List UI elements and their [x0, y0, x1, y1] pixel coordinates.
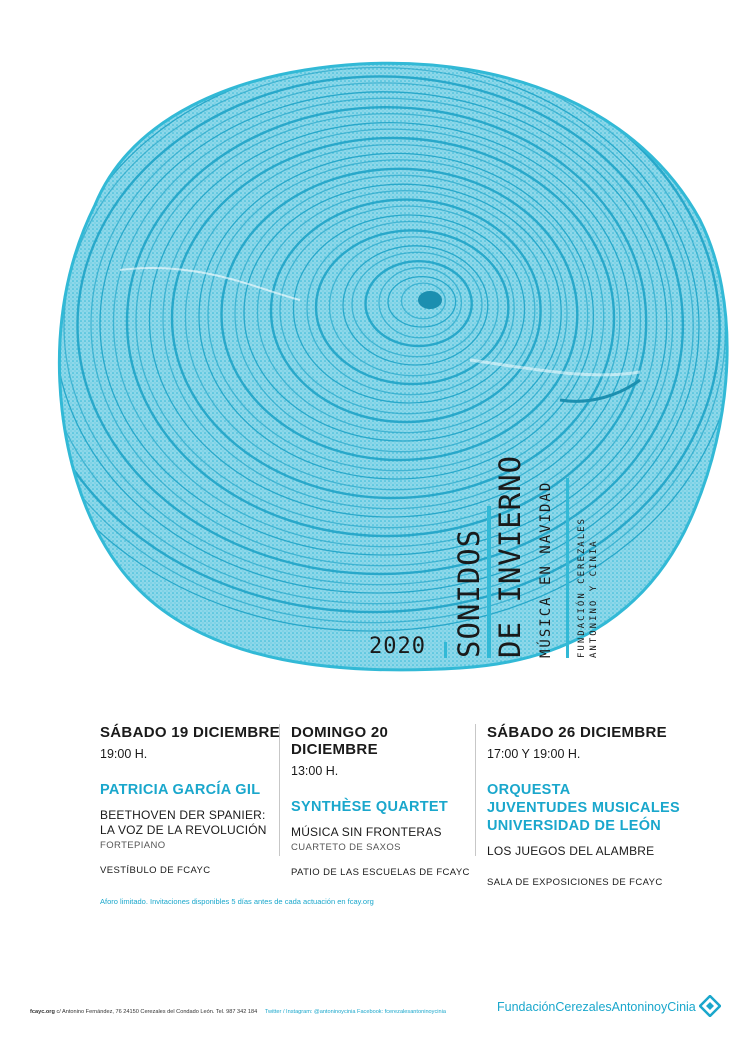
logo-part: y [661, 1000, 668, 1014]
logo-part: Cinia [667, 1000, 696, 1014]
event-performer [291, 798, 476, 816]
logo-part: Cerezales [555, 1000, 612, 1014]
event-date: SÁBADO 19 DICIEMBRE [100, 724, 280, 741]
subtitle: MÚSICA EN NAVIDAD [538, 480, 554, 658]
event-column-3 [487, 724, 717, 888]
event-column-2 [291, 724, 476, 878]
performer-line: SYNTHÈSE QUARTET [291, 799, 449, 815]
footer-social[interactable]: Twitter / Instagram: @antoninoycinia Facebook: fcerezalesantoninoycinia [264, 1009, 446, 1015]
program-line: LOS JUEGOS DEL ALAMBRE [487, 844, 655, 858]
event-date: SÁBADO 26 DICIEMBRE [487, 724, 667, 741]
event-performer [100, 781, 285, 799]
foundation-line-2: ANTONINO Y CINIA [589, 539, 599, 658]
event-column-1 [100, 724, 285, 876]
program-line: LA VOZ DE LA REVOLUCIÓN [100, 823, 267, 837]
foundation-logo-wordmark [497, 1000, 696, 1014]
logo-part: Fundación [497, 1000, 556, 1014]
event-program [487, 844, 717, 859]
performer-line: UNIVERSIDAD DE LEÓN [487, 818, 662, 834]
event-detail: FORTEPIANO [100, 840, 166, 851]
footer-address: c/ Antonino Fernández, 76 24150 Cerezales del Condado León. Tel. 987 342 184 [56, 1009, 258, 1015]
title-line-2: DE INVIERNO [493, 454, 527, 658]
title-accent-bar-3 [566, 478, 569, 658]
footer-contact [30, 1009, 446, 1015]
footer-site[interactable]: fcayc.org [30, 1009, 55, 1015]
logo-part: Antonino [611, 1000, 662, 1014]
title-line-1: SONIDOS [452, 528, 486, 658]
foundation-diamond-logo-icon [699, 995, 721, 1017]
performer-line: JUVENTUDES MUSICALES [487, 800, 680, 816]
event-venue: SALA DE EXPOSICIONES DE FCAYC [487, 877, 663, 888]
event-venue: VESTÍBULO DE FCAYC [100, 865, 211, 876]
event-detail: CUARTETO DE SAXOS [291, 842, 401, 853]
availability-notice: Aforo limitado. Invitaciones disponibles 5 días antes de cada actuación en fcay.org [100, 897, 374, 906]
year-label: 2020 [369, 634, 426, 659]
event-time: 17:00 Y 19:00 H. [487, 747, 581, 761]
performer-line: PATRICIA GARCÍA GIL [100, 782, 261, 798]
event-time: 13:00 H. [291, 764, 339, 778]
event-time: 19:00 H. [100, 747, 148, 761]
foundation-line-1: FUNDACIÓN CEREZALES [577, 517, 587, 658]
title-accent-bar-1 [444, 642, 447, 658]
event-program [291, 825, 476, 840]
program-line: MÚSICA SIN FRONTERAS [291, 825, 442, 839]
event-program [100, 808, 285, 838]
title-accent-bar-2 [487, 506, 491, 658]
event-venue: PATIO DE LAS ESCUELAS DE FCAYC [291, 867, 470, 878]
event-performer [487, 781, 717, 835]
performer-line: ORQUESTA [487, 782, 571, 798]
program-line: BEETHOVEN DER SPANIER: [100, 808, 266, 822]
event-date: DOMINGO 20 DICIEMBRE [291, 724, 389, 758]
